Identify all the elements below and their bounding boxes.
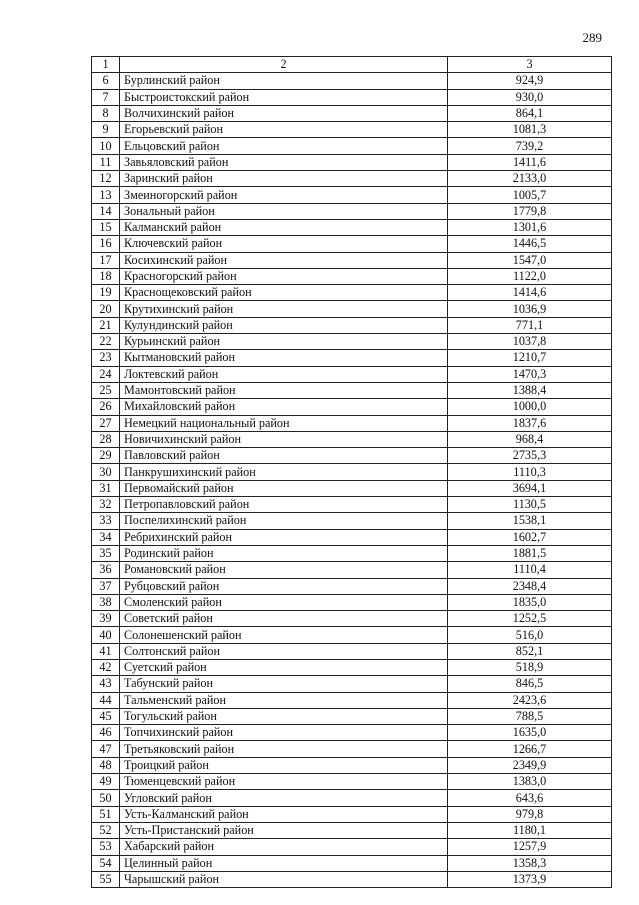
row-number: 20: [92, 301, 120, 317]
row-value: 1110,4: [448, 562, 612, 578]
district-name: Ребрихинский район: [120, 529, 448, 545]
row-number: 36: [92, 562, 120, 578]
row-value: 1358,3: [448, 855, 612, 871]
row-number: 33: [92, 513, 120, 529]
table-row: [92, 317, 612, 333]
row-value: 1110,3: [448, 464, 612, 480]
table-row: [92, 154, 612, 170]
district-name: Солонешенский район: [120, 627, 448, 643]
row-number: 47: [92, 741, 120, 757]
district-name: Зональный район: [120, 203, 448, 219]
row-number: 44: [92, 692, 120, 708]
row-value: 1000,0: [448, 399, 612, 415]
row-value: 1602,7: [448, 529, 612, 545]
row-value: 1446,5: [448, 236, 612, 252]
row-value: 2133,0: [448, 171, 612, 187]
row-number: 22: [92, 334, 120, 350]
row-number: 25: [92, 382, 120, 398]
row-value: 1122,0: [448, 268, 612, 284]
row-number: 7: [92, 89, 120, 105]
row-number: 55: [92, 871, 120, 887]
table-row: [92, 594, 612, 610]
table-row: [92, 497, 612, 513]
row-number: 16: [92, 236, 120, 252]
table-row: [92, 611, 612, 627]
row-value: 1180,1: [448, 822, 612, 838]
district-name: Советский район: [120, 611, 448, 627]
table-row: [92, 236, 612, 252]
row-number: 19: [92, 285, 120, 301]
row-number: 37: [92, 578, 120, 594]
table-row: [92, 659, 612, 675]
district-name: Новичихинский район: [120, 431, 448, 447]
row-number: 42: [92, 659, 120, 675]
table-row: [92, 171, 612, 187]
district-name: Курьинский район: [120, 334, 448, 350]
table-row: [92, 806, 612, 822]
district-name: Хабарский район: [120, 839, 448, 855]
district-name: Тальменский район: [120, 692, 448, 708]
row-value: 852,1: [448, 643, 612, 659]
row-number: 23: [92, 350, 120, 366]
row-value: 788,5: [448, 708, 612, 724]
row-value: 3694,1: [448, 480, 612, 496]
row-value: 1081,3: [448, 122, 612, 138]
table-row: [92, 399, 612, 415]
table-row: [92, 431, 612, 447]
row-number: 45: [92, 708, 120, 724]
row-value: 1388,4: [448, 382, 612, 398]
row-value: 1635,0: [448, 725, 612, 741]
district-name: Рубцовский район: [120, 578, 448, 594]
row-number: 54: [92, 855, 120, 871]
district-name: Быстроистокский район: [120, 89, 448, 105]
row-value: 1547,0: [448, 252, 612, 268]
table-row: [92, 529, 612, 545]
row-value: 2348,4: [448, 578, 612, 594]
row-number: 46: [92, 725, 120, 741]
row-number: 14: [92, 203, 120, 219]
table-body: [92, 73, 612, 888]
district-name: Павловский район: [120, 448, 448, 464]
row-number: 28: [92, 431, 120, 447]
row-value: 1210,7: [448, 350, 612, 366]
district-name: Заринский район: [120, 171, 448, 187]
table-row: [92, 285, 612, 301]
row-value: 1538,1: [448, 513, 612, 529]
table-row: [92, 839, 612, 855]
row-number: 30: [92, 464, 120, 480]
table-row: [92, 513, 612, 529]
row-value: 2349,9: [448, 757, 612, 773]
district-name: Смоленский район: [120, 594, 448, 610]
row-number: 38: [92, 594, 120, 610]
table-row: [92, 252, 612, 268]
district-name: Красногорский район: [120, 268, 448, 284]
row-number: 39: [92, 611, 120, 627]
row-value: 2735,3: [448, 448, 612, 464]
table-row: [92, 448, 612, 464]
row-number: 8: [92, 105, 120, 121]
row-number: 27: [92, 415, 120, 431]
district-name: Локтевский район: [120, 366, 448, 382]
row-number: 34: [92, 529, 120, 545]
table-row: [92, 464, 612, 480]
table-row: [92, 822, 612, 838]
district-name: Угловский район: [120, 790, 448, 806]
row-number: 49: [92, 774, 120, 790]
table-row: [92, 219, 612, 235]
district-name: Усть-Пристанский район: [120, 822, 448, 838]
district-name: Волчихинский район: [120, 105, 448, 121]
table-row: [92, 187, 612, 203]
table-row: [92, 73, 612, 89]
row-number: 32: [92, 497, 120, 513]
row-value: 1005,7: [448, 187, 612, 203]
row-value: 1835,0: [448, 594, 612, 610]
table-row: [92, 122, 612, 138]
table-row: [92, 105, 612, 121]
column-header-value: 3: [448, 57, 612, 73]
row-number: 9: [92, 122, 120, 138]
district-name: Косихинский район: [120, 252, 448, 268]
table-row: [92, 725, 612, 741]
table-row: [92, 692, 612, 708]
district-name: Крутихинский район: [120, 301, 448, 317]
row-number: 48: [92, 757, 120, 773]
district-name: Первомайский район: [120, 480, 448, 496]
table-row: [92, 757, 612, 773]
district-name: Солтонский район: [120, 643, 448, 659]
row-value: 1301,6: [448, 219, 612, 235]
row-number: 35: [92, 545, 120, 561]
row-value: 518,9: [448, 659, 612, 675]
row-value: 1036,9: [448, 301, 612, 317]
district-name: Калманский район: [120, 219, 448, 235]
row-value: 771,1: [448, 317, 612, 333]
row-number: 12: [92, 171, 120, 187]
row-value: 1266,7: [448, 741, 612, 757]
row-number: 10: [92, 138, 120, 154]
table-row: [92, 741, 612, 757]
table-row: [92, 334, 612, 350]
row-number: 50: [92, 790, 120, 806]
district-name: Целинный район: [120, 855, 448, 871]
row-value: 1779,8: [448, 203, 612, 219]
row-value: 643,6: [448, 790, 612, 806]
row-value: 930,0: [448, 89, 612, 105]
row-number: 51: [92, 806, 120, 822]
district-name: Змеиногорский район: [120, 187, 448, 203]
table-row: [92, 643, 612, 659]
row-value: 1881,5: [448, 545, 612, 561]
row-number: 29: [92, 448, 120, 464]
row-value: 924,9: [448, 73, 612, 89]
column-header-district: 2: [120, 57, 448, 73]
row-number: 15: [92, 219, 120, 235]
district-name: Петропавловский район: [120, 497, 448, 513]
district-name: Ельцовский район: [120, 138, 448, 154]
row-value: 968,4: [448, 431, 612, 447]
table-row: [92, 268, 612, 284]
table-row: [92, 350, 612, 366]
row-number: 40: [92, 627, 120, 643]
table-row: [92, 871, 612, 887]
table-row: [92, 415, 612, 431]
table-row: [92, 790, 612, 806]
row-value: 1383,0: [448, 774, 612, 790]
table-row: [92, 382, 612, 398]
row-value: 1373,9: [448, 871, 612, 887]
row-number: 24: [92, 366, 120, 382]
district-name: Ключевский район: [120, 236, 448, 252]
district-name: Топчихинский район: [120, 725, 448, 741]
row-value: 1252,5: [448, 611, 612, 627]
district-name: Тогульский район: [120, 708, 448, 724]
column-header-number: 1: [92, 57, 120, 73]
table-row: [92, 301, 612, 317]
row-value: 1037,8: [448, 334, 612, 350]
district-name: Краснощековский район: [120, 285, 448, 301]
table-row: [92, 855, 612, 871]
district-name: Поспелихинский район: [120, 513, 448, 529]
district-name: Родинский район: [120, 545, 448, 561]
table-row: [92, 562, 612, 578]
row-value: 1414,6: [448, 285, 612, 301]
row-number: 11: [92, 154, 120, 170]
row-value: 516,0: [448, 627, 612, 643]
row-value: 846,5: [448, 676, 612, 692]
row-value: 1470,3: [448, 366, 612, 382]
row-number: 21: [92, 317, 120, 333]
district-name: Завьяловский район: [120, 154, 448, 170]
table-header-row: [92, 57, 612, 73]
table-row: [92, 578, 612, 594]
district-name: Егорьевский район: [120, 122, 448, 138]
row-number: 18: [92, 268, 120, 284]
row-value: 1411,6: [448, 154, 612, 170]
page-number: 289: [582, 30, 602, 45]
row-number: 26: [92, 399, 120, 415]
row-value: 864,1: [448, 105, 612, 121]
row-value: 2423,6: [448, 692, 612, 708]
district-name: Михайловский район: [120, 399, 448, 415]
table-row: [92, 480, 612, 496]
row-value: 1837,6: [448, 415, 612, 431]
row-number: 13: [92, 187, 120, 203]
row-number: 6: [92, 73, 120, 89]
row-number: 53: [92, 839, 120, 855]
table-row: [92, 366, 612, 382]
table-row: [92, 203, 612, 219]
row-value: 739,2: [448, 138, 612, 154]
row-number: 52: [92, 822, 120, 838]
district-name: Усть-Калманский район: [120, 806, 448, 822]
district-name: Суетский район: [120, 659, 448, 675]
row-value: 1257,9: [448, 839, 612, 855]
table-row: [92, 545, 612, 561]
district-name: Чарышский район: [120, 871, 448, 887]
table-row: [92, 89, 612, 105]
district-name: Кытмановский район: [120, 350, 448, 366]
table-row: [92, 708, 612, 724]
district-name: Панкрушихинский район: [120, 464, 448, 480]
table-row: [92, 676, 612, 692]
row-value: 1130,5: [448, 497, 612, 513]
row-number: 43: [92, 676, 120, 692]
district-name: Третьяковский район: [120, 741, 448, 757]
table-row: [92, 774, 612, 790]
district-values-table: [91, 56, 612, 888]
district-name: Романовский район: [120, 562, 448, 578]
row-number: 17: [92, 252, 120, 268]
district-name: Немецкий национальный район: [120, 415, 448, 431]
row-number: 41: [92, 643, 120, 659]
district-name: Кулундинский район: [120, 317, 448, 333]
district-name: Табунский район: [120, 676, 448, 692]
row-number: 31: [92, 480, 120, 496]
district-name: Тюменцевский район: [120, 774, 448, 790]
table-row: [92, 138, 612, 154]
table-row: [92, 627, 612, 643]
district-name: Мамонтовский район: [120, 382, 448, 398]
district-name: Бурлинский район: [120, 73, 448, 89]
row-value: 979,8: [448, 806, 612, 822]
district-name: Троицкий район: [120, 757, 448, 773]
